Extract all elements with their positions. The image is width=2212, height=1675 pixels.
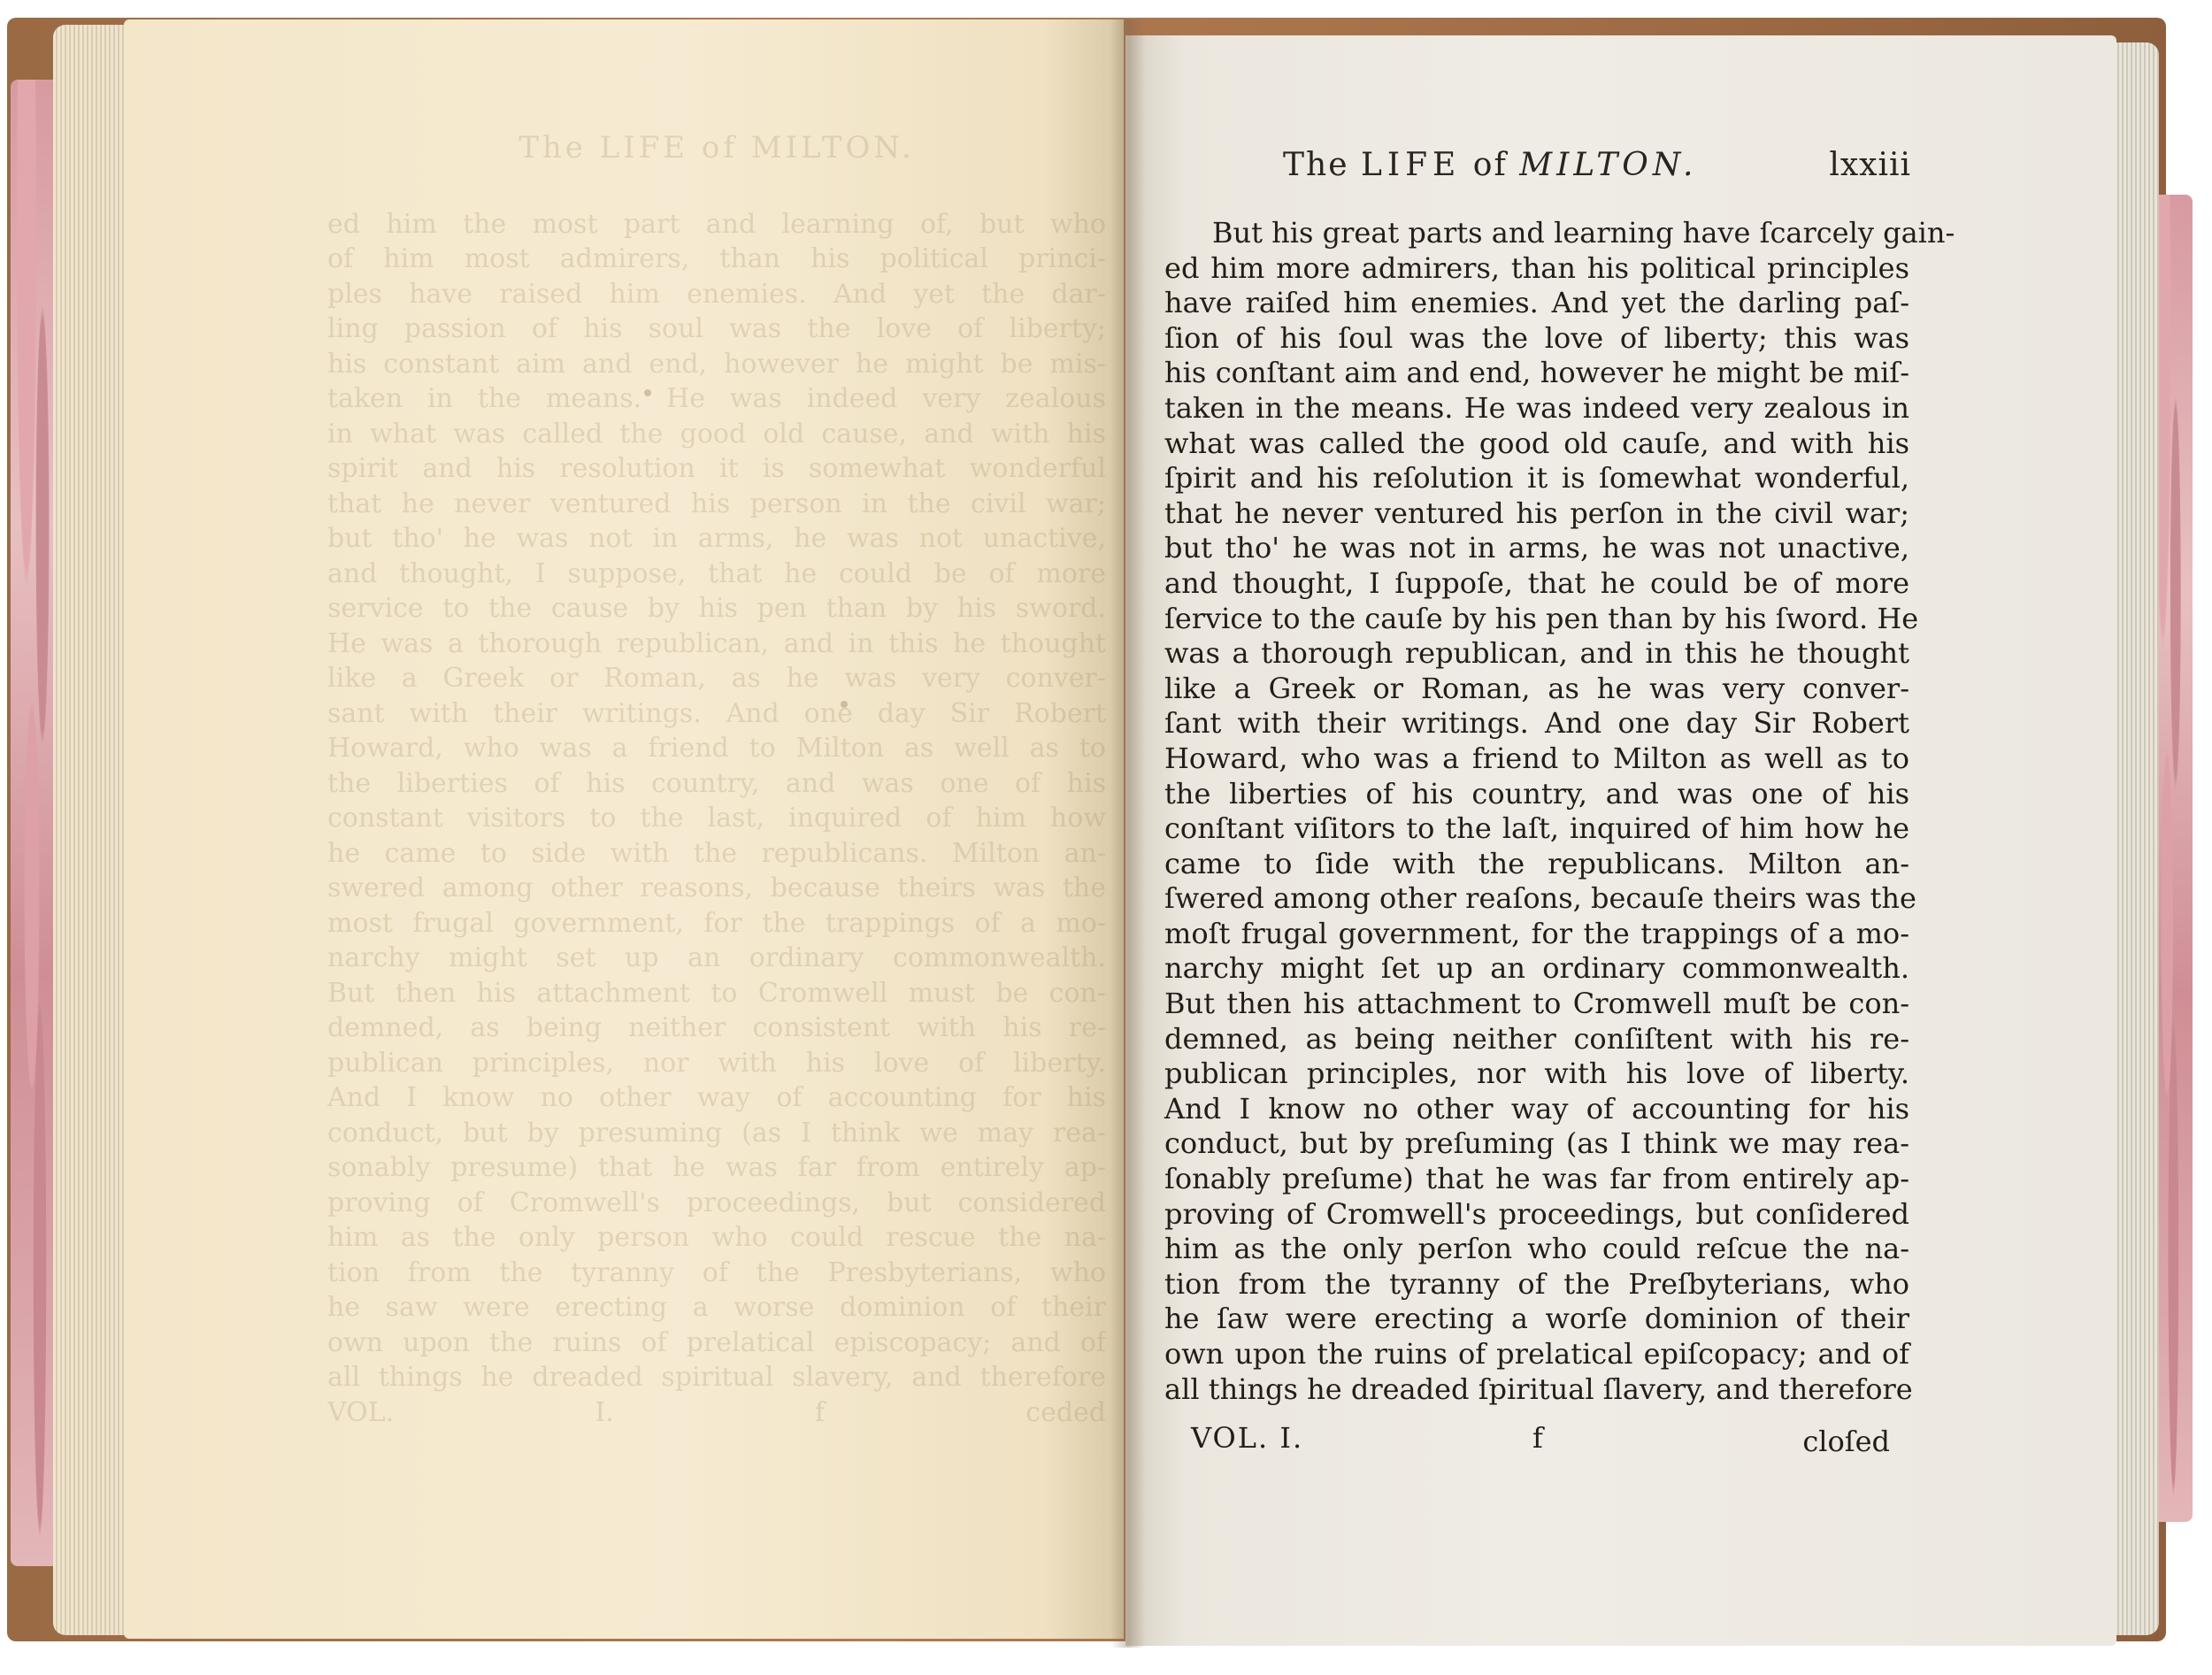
- show-through-line: swered among other reasons, because theirs was the: [327, 872, 1106, 903]
- show-through-line: all things he dreaded spiritual slavery, and therefore: [327, 1362, 1106, 1393]
- text-line: what was called the good old cauſe, and with his: [1164, 426, 1909, 460]
- show-through-line: conduct, but by presuming (as I think we may rea-: [327, 1117, 1106, 1149]
- show-through-line: taken in the means. He was indeed very zealous: [327, 383, 1106, 414]
- show-through-line: he came to side with the republicans. Milton an-: [327, 837, 1106, 869]
- text-line: the liberties of his country, and was one of his: [1164, 776, 1909, 811]
- text-line: moſt frugal government, for the trappings of a mo-: [1164, 916, 1909, 950]
- catchword: cloſed: [1802, 1425, 1890, 1458]
- show-through-line: proving of Cromwell's proceedings, but considered: [327, 1187, 1106, 1218]
- text-line: demned, as being neither conſiſtent with his re-: [1164, 1021, 1909, 1056]
- show-through-line: own upon the ruins of prelatical episcopacy; and of: [327, 1326, 1106, 1358]
- text-line: Howard, who was a friend to Milton as well as to: [1164, 741, 1909, 775]
- running-head-mid: of: [1461, 147, 1520, 183]
- text-line: ſervice to the cauſe by his pen than by his ſword. He: [1164, 601, 1919, 635]
- show-through-line: constant visitors to the last, inquired of him how: [327, 803, 1106, 834]
- text-line: like a Greek or Roman, as he was very conver-: [1164, 671, 1909, 705]
- show-through-line: of him most admirers, than his political princi-: [327, 243, 1106, 274]
- show-through-line: he saw were erecting a worse dominion of their: [327, 1292, 1106, 1323]
- text-line: conduct, but by preſuming (as I think we may rea-: [1164, 1126, 1909, 1161]
- show-through-line: like a Greek or Roman, as he was very conver-: [327, 663, 1106, 694]
- show-through-line: service to the cause by his pen than by his sword.: [327, 593, 1106, 624]
- show-through-line: ling passion of his soul was the love of liberty;: [327, 313, 1106, 344]
- show-through-line: the liberties of his country, and was one of his: [327, 767, 1106, 799]
- show-through-line: VOL. I. f ceded: [327, 1396, 1106, 1428]
- text-line: but tho' he was not in arms, he was not unactive,: [1164, 531, 1909, 565]
- show-through-line: ed him the most part and learning of, but who: [327, 208, 1106, 240]
- show-through-line: But then his attachment to Cromwell must be con-: [327, 977, 1106, 1009]
- volume-mark: VOL. I.: [1191, 1421, 1304, 1455]
- foxing-spot: [841, 701, 848, 708]
- text-line: ſpirit and his reſolution it is ſomewhat wonderful,: [1164, 461, 1909, 496]
- show-through-line: but tho' he was not in arms, he was not unactive,: [327, 523, 1106, 554]
- running-head-prefix: The: [1283, 147, 1361, 183]
- text-line: was a thorough republican, and in this he thought: [1164, 636, 1909, 671]
- left-running-head: The LIFE of MILTON.: [518, 130, 915, 165]
- show-through-line: his constant aim and end, however he might be mis-: [327, 348, 1106, 380]
- book-gutter: [1110, 19, 1146, 1648]
- body-text: [1164, 216, 1955, 1407]
- show-through-line: And I know no other way of accounting for his: [327, 1082, 1106, 1113]
- left-page-show-through: [327, 130, 1106, 1430]
- show-through-line: sant with their writings. And one day Sir Robert: [327, 697, 1106, 729]
- page-number: lxxiii: [1829, 147, 1911, 183]
- text-line: that he never ventured his perſon in the civil war;: [1164, 496, 1909, 530]
- text-line: ed him more admirers, than his political principles: [1164, 250, 1909, 285]
- text-line: And I know no other way of accounting for his: [1164, 1091, 1909, 1126]
- show-through-line: in what was called the good old cause, and with his: [327, 418, 1106, 449]
- show-through-line: Howard, who was a friend to Milton as well as to: [327, 733, 1106, 764]
- text-line: own upon the ruins of prelatical epiſcopacy; and of: [1164, 1337, 1909, 1371]
- text-line: he ſaw were erecting a worſe dominion of their: [1164, 1302, 1909, 1336]
- show-through-line: tion from the tyranny of the Presbyterians, who: [327, 1256, 1106, 1288]
- text-line: But his great parts and learning have ſcarcely gain-: [1212, 216, 1955, 250]
- text-line: and thought, I ſuppoſe, that he could be of more: [1164, 565, 1909, 600]
- foxing-spot: [644, 389, 651, 396]
- show-through-line: sonably presume) that he was far from entirely ap-: [327, 1152, 1106, 1183]
- text-line: his conſtant aim and end, however he might be miſ-: [1164, 356, 1909, 390]
- text-line: ſion of his ſoul was the love of liberty; this was: [1164, 320, 1909, 355]
- text-line: proving of Cromwell's proceedings, but conſidered: [1164, 1196, 1909, 1231]
- text-line: But then his attachment to Cromwell muſt be con-: [1164, 987, 1909, 1021]
- show-through-line: spirit and his resolution it is somewhat wonderful: [327, 453, 1106, 484]
- signature-mark: f: [1532, 1421, 1543, 1455]
- running-head-caps: LIFE: [1360, 147, 1462, 183]
- show-through-line: ples have raised him enemies. And yet the dar-: [327, 278, 1106, 310]
- running-head-italic: MILTON.: [1519, 147, 1698, 183]
- page-footer: [1191, 1421, 1890, 1460]
- text-line: ſwered among other reaſons, becauſe theirs was the: [1164, 881, 1916, 916]
- text-line: ſant with their writings. And one day Sir Robert: [1164, 706, 1909, 741]
- text-line: him as the only perſon who could reſcue the na-: [1164, 1232, 1909, 1266]
- text-line: tion from the tyranny of the Preſbyterians, who: [1164, 1266, 1909, 1301]
- show-through-line: publican principles, nor with his love of liberty.: [327, 1047, 1106, 1079]
- show-through-line: He was a thorough republican, and in this he thought: [327, 627, 1106, 659]
- show-through-line: demned, as being neither consistent with his re-: [327, 1012, 1106, 1043]
- text-line: ſonably preſume) that he was far from entirely ap-: [1164, 1162, 1909, 1196]
- text-line: all things he dreaded ſpiritual ſlavery, and therefore: [1164, 1372, 1913, 1406]
- text-line: taken in the means. He was indeed very zealous in: [1164, 390, 1909, 425]
- show-through-line: narchy might set up an ordinary commonwealth.: [327, 942, 1106, 973]
- text-line: narchy might ſet up an ordinary commonwealth.: [1164, 951, 1909, 986]
- show-through-line: and thought, I suppose, that he could be of more: [327, 557, 1106, 589]
- show-through-line: that he never ventured his person in the civil war;: [327, 488, 1106, 519]
- text-line: came to ſide with the republicans. Milton an-: [1164, 846, 1909, 880]
- text-line: publican principles, nor with his love of liberty.: [1164, 1056, 1909, 1091]
- running-head-title: [1283, 147, 1697, 183]
- text-line: conſtant viſitors to the laſt, inquired of him how he: [1164, 811, 1909, 846]
- show-through-line: most frugal government, for the trappings of a mo-: [327, 907, 1106, 939]
- show-through-line: him as the only person who could rescue the na-: [327, 1222, 1106, 1253]
- running-head: [1283, 147, 1911, 191]
- text-line: have raiſed him enemies. And yet the darling paſ-: [1164, 286, 1909, 320]
